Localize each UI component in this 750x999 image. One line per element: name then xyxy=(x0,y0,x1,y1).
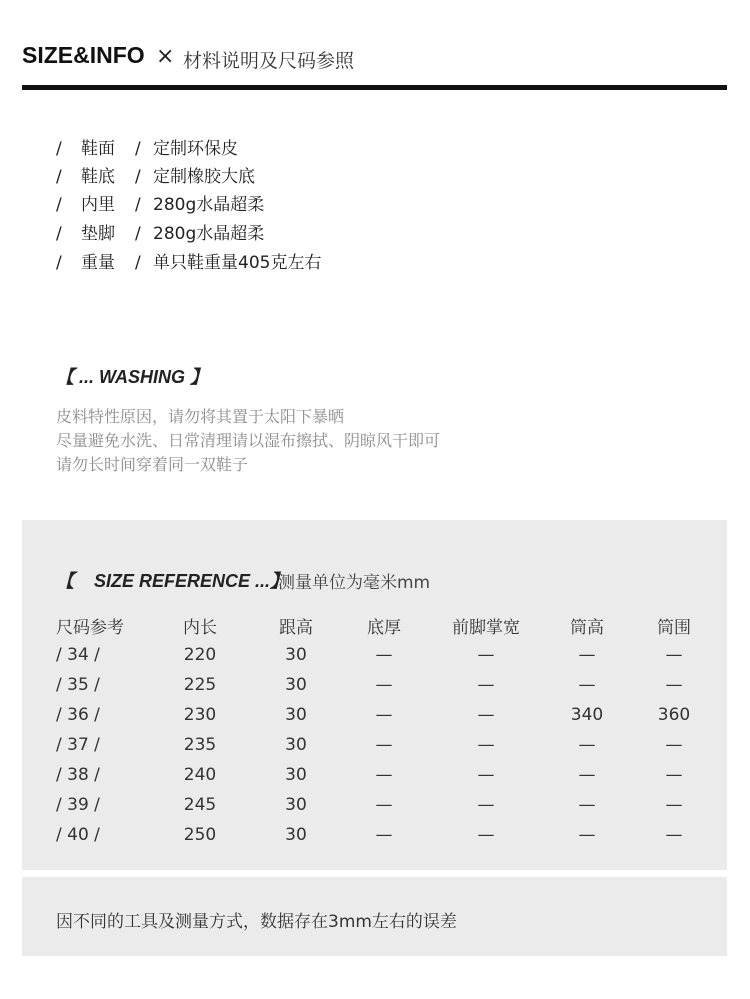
slash: / xyxy=(56,167,62,187)
table-cell: — xyxy=(578,645,596,665)
table-row xyxy=(0,675,750,705)
material-value: 定制环保皮 xyxy=(153,139,238,159)
material-row-lining xyxy=(56,190,264,215)
col-header-shaft-circumference: 筒围 xyxy=(657,618,691,638)
size-cell: / 37 / xyxy=(56,735,100,755)
size-cell: / 40 / xyxy=(56,825,100,845)
table-cell: 30 xyxy=(285,675,307,695)
table-cell: — xyxy=(578,795,596,815)
page-title: SIZE&INFO xyxy=(22,42,145,68)
table-cell: — xyxy=(578,675,596,695)
table-cell: — xyxy=(375,735,393,755)
material-name: 垫脚 xyxy=(81,224,115,244)
table-cell: — xyxy=(477,705,495,725)
size-cell: / 34 / xyxy=(56,645,100,665)
size-cell: / 36 / xyxy=(56,705,100,725)
table-cell: — xyxy=(578,765,596,785)
size-reference-title xyxy=(56,567,288,593)
material-value: 280g水晶超柔 xyxy=(153,195,265,215)
slash: / xyxy=(135,253,141,273)
table-cell: — xyxy=(477,765,495,785)
close-icon: × xyxy=(156,44,175,69)
header-divider xyxy=(22,85,727,90)
table-cell: 360 xyxy=(657,705,691,725)
washing-line: 请勿长时间穿着同一双鞋子 xyxy=(56,455,249,474)
size-cell: / 39 / xyxy=(56,795,100,815)
slash: / xyxy=(56,224,62,244)
table-cell: — xyxy=(375,705,393,725)
table-cell: — xyxy=(578,735,596,755)
table-cell: 240 xyxy=(183,765,217,785)
table-cell: — xyxy=(665,825,683,845)
table-row xyxy=(0,795,750,825)
washing-line: 皮料特性原因，请勿将其置于太阳下暴晒 xyxy=(56,407,345,426)
slash: / xyxy=(56,139,62,159)
table-cell: — xyxy=(665,735,683,755)
material-value: 定制橡胶大底 xyxy=(153,167,255,187)
table-cell: — xyxy=(477,795,495,815)
slash: / xyxy=(135,224,141,244)
table-cell: — xyxy=(375,795,393,815)
material-value: 280g水晶超柔 xyxy=(153,224,265,244)
table-cell: 30 xyxy=(285,825,307,845)
table-cell: 340 xyxy=(570,705,604,725)
unit-note: 测量单位为毫米mm xyxy=(278,573,431,593)
table-cell: — xyxy=(375,675,393,695)
table-row xyxy=(0,765,750,795)
table-cell: 230 xyxy=(183,705,217,725)
table-cell: — xyxy=(665,645,683,665)
col-header-sole-thickness: 底厚 xyxy=(367,618,401,638)
table-cell: 245 xyxy=(183,795,217,815)
col-header-inner-length: 内长 xyxy=(183,618,217,638)
material-row-sole xyxy=(56,162,255,187)
washing-title: 【 ... WASHING 】 xyxy=(56,367,209,387)
size-reference-label: SIZE REFERENCE ...】 xyxy=(94,571,289,591)
slash: / xyxy=(135,195,141,215)
table-cell: — xyxy=(665,765,683,785)
table-cell: — xyxy=(665,675,683,695)
slash: / xyxy=(135,167,141,187)
material-name: 鞋面 xyxy=(81,139,115,159)
bracket-open: 【 xyxy=(56,571,74,591)
material-name: 重量 xyxy=(81,253,115,273)
measurement-note: 因不同的工具及测量方式，数据存在3mm左右的误差 xyxy=(56,912,457,932)
material-row-weight xyxy=(56,248,321,273)
table-cell: 30 xyxy=(285,765,307,785)
material-name: 内里 xyxy=(81,195,115,215)
table-cell: 220 xyxy=(183,645,217,665)
table-cell: — xyxy=(665,795,683,815)
table-cell: 30 xyxy=(285,735,307,755)
table-cell: 30 xyxy=(285,645,307,665)
material-name: 鞋底 xyxy=(81,167,115,187)
size-cell: / 35 / xyxy=(56,675,100,695)
table-cell: — xyxy=(375,825,393,845)
table-row xyxy=(0,735,750,765)
material-row-insole xyxy=(56,219,264,244)
col-header-shaft-height: 筒高 xyxy=(570,618,604,638)
table-row xyxy=(0,825,750,855)
size-cell: / 38 / xyxy=(56,765,100,785)
table-cell: — xyxy=(375,645,393,665)
washing-line: 尽量避免水洗、日常清理请以湿布擦拭、阴晾风干即可 xyxy=(56,431,441,450)
table-cell: — xyxy=(477,735,495,755)
table-cell: — xyxy=(578,825,596,845)
table-cell: — xyxy=(477,825,495,845)
table-cell: — xyxy=(477,645,495,665)
col-header-forefoot-width: 前脚掌宽 xyxy=(452,618,520,638)
slash: / xyxy=(135,139,141,159)
material-row-upper xyxy=(56,134,238,159)
table-cell: 235 xyxy=(183,735,217,755)
page-subtitle: 材料说明及尺码参照 xyxy=(183,50,355,72)
table-cell: — xyxy=(375,765,393,785)
slash: / xyxy=(56,253,62,273)
table-row xyxy=(0,645,750,675)
col-header-size: 尺码参考 xyxy=(56,618,124,638)
material-value: 单只鞋重量405克左右 xyxy=(153,253,322,273)
table-cell: 30 xyxy=(285,705,307,725)
table-cell: 250 xyxy=(183,825,217,845)
table-row xyxy=(0,705,750,735)
col-header-heel-height: 跟高 xyxy=(279,618,313,638)
table-cell: — xyxy=(477,675,495,695)
table-cell: 225 xyxy=(183,675,217,695)
slash: / xyxy=(56,195,62,215)
table-cell: 30 xyxy=(285,795,307,815)
